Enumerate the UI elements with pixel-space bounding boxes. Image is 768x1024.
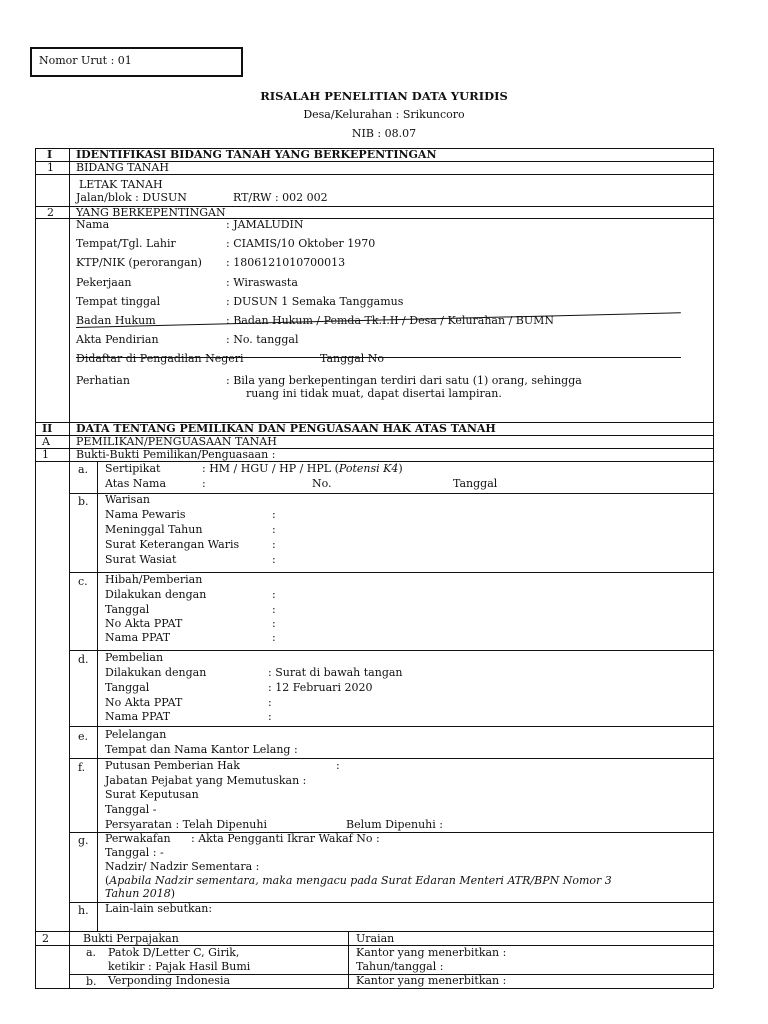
item-title: Hibah/Pemberian [105, 573, 203, 586]
item-title: Perwakafan [105, 832, 171, 845]
item-field: ketikir : Pajak Hasil Bumi [108, 960, 251, 973]
item-title: Pelelangan [105, 728, 167, 741]
item-field: Surat Wasiat [105, 553, 177, 566]
perhatian-label: Perhatian [76, 374, 130, 387]
item-field: No Akta PPAT [105, 617, 183, 630]
tanggal-label: Tanggal [453, 477, 498, 490]
row-label: Bukti-Bukti Pemilikan/Penguasaan : [76, 448, 276, 461]
item-title: Putusan Pemberian Hak [105, 759, 240, 772]
field-value: : CIAMIS/10 Oktober 1970 [226, 237, 376, 250]
atas-nama-value: : [202, 477, 206, 490]
uraian-field: Tahun/tanggal : [356, 960, 444, 973]
field-label: Akta Pendirian [76, 333, 159, 346]
section-num: II [42, 422, 53, 435]
item-value: : [268, 710, 272, 723]
item-letter: c. [78, 575, 88, 588]
item-letter: f. [78, 761, 86, 774]
row-num: 2 [42, 932, 49, 945]
field-value: : No. tanggal [226, 333, 299, 346]
item-field: Persyaratan : Telah Dipenuhi [105, 818, 267, 831]
item-field: Nama PPAT [105, 710, 171, 723]
field-value: : Wiraswasta [226, 276, 298, 289]
field-label: Nama [76, 218, 110, 231]
item-value: : [272, 603, 276, 616]
item-field: Dilakukan dengan [105, 588, 207, 601]
item-letter: d. [78, 653, 89, 666]
item-field: Dilakukan dengan [105, 666, 207, 679]
item-field: Tanggal : - [105, 846, 164, 859]
no-label: No. [312, 477, 332, 490]
field-value: : Badan Hukum / Pemda Tk.I.II / Desa / Kelurahan / BUMN [226, 314, 555, 327]
field-label: Didaftar di Pengadilan Negeri [76, 352, 244, 365]
field-value: : DUSUN 1 Semaka Tanggamus [226, 295, 404, 308]
item-letter: e. [78, 730, 89, 743]
item-field: Nama Pewaris [105, 508, 186, 521]
item-field: Nadzir/ Nadzir Sementara : [105, 860, 260, 873]
item-field: Meninggal Tahun [105, 523, 203, 536]
field-label: KTP/NIK (perorangan) [76, 256, 202, 269]
row-num: A [42, 435, 50, 448]
row-label: YANG BERKEPENTINGAN [76, 206, 226, 219]
row-num: 1 [47, 161, 54, 174]
field-value: : 1806121010700013 [226, 256, 346, 269]
item-field: Belum Dipenuhi : [346, 818, 443, 831]
item-field: Tanggal - [105, 803, 157, 816]
field-value: Tanggal No [320, 352, 385, 365]
item-field: Tanggal [105, 681, 150, 694]
desa-kelurahan: Desa/Kelurahan : Srikuncoro [303, 108, 465, 121]
item-letter: b. [78, 495, 89, 508]
item-letter: a. [78, 463, 89, 476]
item-title: Pembelian [105, 651, 164, 664]
item-title: Warisan [105, 493, 150, 506]
item-field: Tanggal [105, 603, 150, 616]
atas-nama-label: Atas Nama [105, 477, 167, 490]
item-letter: b. [86, 975, 97, 988]
field-label: Tempat tinggal [76, 295, 161, 308]
item-field: No Akta PPAT [105, 696, 183, 709]
row-label: BIDANG TANAH [76, 161, 169, 174]
document-title: RISALAH PENELITIAN DATA YURIDIS [260, 89, 508, 103]
field-label: Pekerjaan [76, 276, 132, 289]
item-value: : [272, 617, 276, 630]
sertipikat-label: Sertipikat [105, 462, 161, 475]
perhatian-text: : Bila yang berkepentingan terdiri dari satu (1) orang, sehingga [226, 374, 582, 387]
row-num: 1 [42, 448, 49, 461]
perhatian-text: ruang ini tidak muat, dapat disertai lampiran. [246, 387, 502, 400]
item-value: : [272, 538, 276, 551]
item-field: Tempat dan Nama Kantor Lelang : [105, 743, 298, 756]
item-letter: g. [78, 834, 89, 847]
uraian-field: Kantor yang menerbitkan : [356, 974, 507, 987]
item-value: : Surat di bawah tangan [268, 666, 403, 679]
uraian-label: Uraian [356, 932, 395, 945]
item-value: : [272, 631, 276, 644]
item-value: : [268, 696, 272, 709]
item-value: : [272, 553, 276, 566]
nib: NIB : 08.07 [351, 127, 417, 140]
row-num: 2 [47, 206, 54, 219]
field-value: : JAMALUDIN [226, 218, 304, 231]
field-label: Badan Hukum [76, 314, 156, 327]
sertipikat-value: : HM / HGU / HP / HPL (Potensi K4) [202, 462, 403, 475]
item-title: Lain-lain sebutkan: [105, 902, 213, 915]
item-value: : [336, 759, 340, 772]
item-value: : Akta Pengganti Ikrar Wakaf No : [191, 832, 380, 845]
jalan-blok: Jalan/blok : DUSUN [76, 191, 187, 204]
item-field: Nama PPAT [105, 631, 171, 644]
item-value: : [272, 588, 276, 601]
item-value: : [272, 508, 276, 521]
item-value: : [272, 523, 276, 536]
letak-tanah-label: LETAK TANAH [79, 178, 163, 191]
nomor-urut: Nomor Urut : 01 [39, 54, 132, 67]
item-value: : 12 Februari 2020 [268, 681, 373, 694]
uraian-field: Kantor yang menerbitkan : [356, 946, 507, 959]
section-num: I [47, 148, 53, 161]
item-field: Surat Keputusan [105, 788, 199, 801]
nadzir-note: (Apabila Nadzir sementara, maka mengacu pada Surat Edaran Menteri ATR/BPN Nomor 3 [105, 874, 612, 887]
item-field: Patok D/Letter C, Girik, [108, 946, 240, 959]
section-title: IDENTIFIKASI BIDANG TANAH YANG BERKEPENTINGAN [76, 148, 437, 161]
row-label: PEMILIKAN/PENGUASAAN TANAH [76, 435, 277, 448]
nadzir-note: Tahun 2018) [105, 887, 176, 900]
item-field: Verponding Indonesia [108, 974, 231, 987]
item-letter: a. [86, 946, 97, 959]
item-field: Jabatan Pejabat yang Memutuskan : [105, 774, 307, 787]
field-label: Tempat/Tgl. Lahir [76, 237, 176, 250]
section-title: DATA TENTANG PEMILIKAN DAN PENGUASAAN HAK ATAS TANAH [76, 422, 496, 435]
item-field: Surat Keterangan Waris [105, 538, 240, 551]
rt-rw: RT/RW : 002 002 [233, 191, 328, 204]
item-letter: h. [78, 904, 89, 917]
bukti-perpajakan-label: Bukti Perpajakan [83, 932, 179, 945]
